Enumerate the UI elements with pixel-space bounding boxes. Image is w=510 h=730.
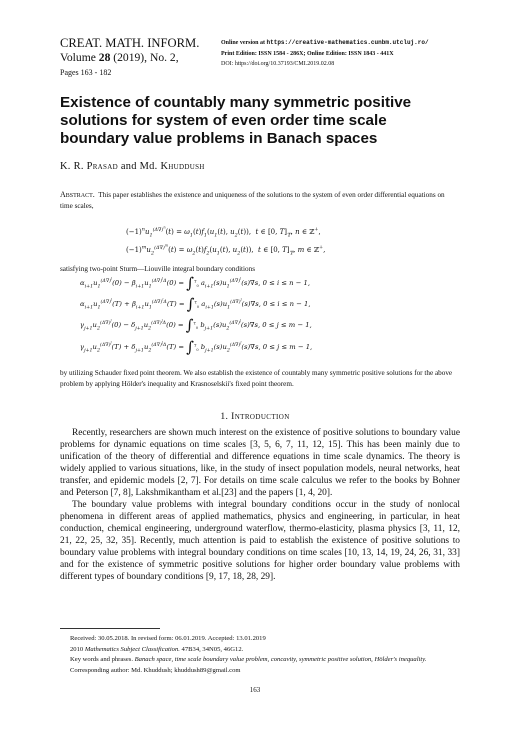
page-range: Pages 163 - 182 (60, 67, 112, 77)
received-dates: Received: 30.05.2018. In revised form: 06.01.2019. Accepted: 13.01.2019 (70, 635, 266, 642)
abstract-label: Abstract. (60, 190, 95, 199)
footnote-divider (60, 628, 160, 629)
equation-system-1: $(-1)^nu_1^{(\Delta\nabla)^n}(t) = \omega_1(t)f_1(u_1(t)$, $u_2(t)$), t ∈ [0, $T]_𝕋$, n ∈ ℤ+, (126, 225, 321, 239)
msc-classification: 2010 Mathematics Subject Classification. 47B34, 34N05, 46G12. (70, 645, 244, 653)
bc-equation-1: $\alpha_{i+1}u_1^{(\Delta\nabla)^i}(0) - \beta_{i+1}u_1^{(\Delta\nabla)^i\Delta}(0) = \int^T_0$ $a_{i+1}(s)u_1^{(\Delta\nabla)^i}(s)\nabla s$, 0 ≤ i ≤ n − 1, (80, 274, 311, 292)
paper-title: Existence of countably many symmetric positive solutions for system of even order time scale boundary value problems in Banach spaces (60, 94, 412, 147)
paragraph-1: Recently, researchers are shown much interest on the existence of positive solutions to boundary value problems for dynamic equations on time scales [3, 5, 6, 7, 11, 12, 15]. This has been mainly due to unification of the theory of differential and difference equations in time scale dynamics. The theory is widely applied to various situations, like, in the study of insect population models, neural networks, heat transfer, and epidemic models [2, 7]. For details on time scale calculus we refer to the books by Bohner and Peterson [7, 8], Lakshmikantham et al.[23] and the papers [1, 4, 20]. (60, 428, 460, 498)
publication-info (221, 38, 429, 70)
author-line: K. R. Prasad and Md. Khuddush (60, 161, 205, 172)
journal-header (60, 36, 199, 77)
section-heading-introduction: 1. Introduction (220, 411, 290, 422)
page-number: 163 (249, 686, 261, 694)
online-url-link[interactable]: https://creative-mathematics.cunbm.utcluj.ro/ (266, 39, 429, 46)
corresponding-author: Corresponding author: Md. Khuddush; khuddush89@gmail.com (70, 667, 241, 675)
keywords: Key words and phrases. Banach space, time scale boundary value problem, concavity, symmetric positive solution, Hölder's inequality. (70, 656, 427, 664)
abstract-intro: Abstract. This paper establishes the existence and uniqueness of the solutions to the system of even order differential equations on time scales, (60, 190, 445, 210)
abstract-closing: by utilizing Schauder fixed point theorem. We also establish the existence of countably many symmetric positive solutions for the above problem by applying Hölder's inequality and Krasnoselskii's fixed point theorem. (60, 369, 453, 389)
volume-info: Volume 28 (2019), No. 2, (60, 51, 179, 65)
bc-equation-4: $\gamma_{j+1}u_2^{(\Delta\nabla)^j}(T) + \delta_{j+1}u_2^{(\Delta\nabla)^j\Delta}(T) = \int^T_0$ $b_{j+1}(s)u_2^{(\Delta\nabla)^j}(s)\nabla s$, 0 ≤ j ≤ m − 1, (80, 338, 313, 356)
online-version: Online version at https://creative-mathematics.cunbm.utcluj.ro/ (221, 39, 429, 46)
bc-equation-2: $\alpha_{i+1}u_1^{(\Delta\nabla)^i}(T) + \beta_{i+1}u_1^{(\Delta\nabla)^i\Delta}(T) = \int^T_0$ $a_{i+1}(s)u_1^{(\Delta\nabla)^i}(s)\nabla s$, 0 ≤ i ≤ n − 1, (80, 295, 311, 313)
paragraph-2: The boundary value problems with integral boundary conditions occur in the study of nonlocal phenomena in different areas of applied mathematics, physics and engineering, in particular, in heat conduction, chemical engineering, underground waterflow, thermo-elasticity, plasma physics [3, 11, 12, 21, 22, 25, 32, 35]. Recently, much attention is paid to establish the existence of positive solutions to boundary value problems with integral boundary conditions on time scales [10, 13, 14, 19, 24, 26, 31, 33] and for the existence of symmetric positive solutions for higher order boundary value problems with different types of boundary conditions [9, 17, 18, 28, 29]. (60, 499, 460, 582)
author-1-name: Prasad (86, 161, 118, 172)
equation-system-2: $(-1)^mu_2^{(\Delta\nabla)^m}(t) = \omega_2(t)f_2(u_1(t)$, $u_2(t)$), t ∈ [0, $T]_𝕋$, m ∈ ℤ+, (126, 243, 326, 257)
doi-link[interactable]: DOI: https://doi.org/10.37193/CMI.2019.02.08 (221, 61, 335, 67)
author-2-name: Khuddush (160, 161, 205, 172)
issn-line: Print Edition: ISSN 1584 - 286X; Online Edition: ISSN 1843 - 441X (221, 50, 394, 57)
journal-name: CREAT. MATH. INFORM. (60, 36, 200, 50)
bc-equation-3: $\gamma_{j+1}u_2^{(\Delta\nabla)^j}(0) - \delta_{j+1}u_2^{(\Delta\nabla)^j\Delta}(0) = \int^T_0$ $b_{j+1}(s)u_2^{(\Delta\nabla)^j}(s)\nabla s$, 0 ≤ j ≤ m − 1, (80, 316, 312, 334)
footnotes (60, 634, 470, 677)
introduction-body (60, 428, 460, 584)
bc-intro: satisfying two-point Sturm—Liouville integral boundary conditions (60, 265, 256, 273)
